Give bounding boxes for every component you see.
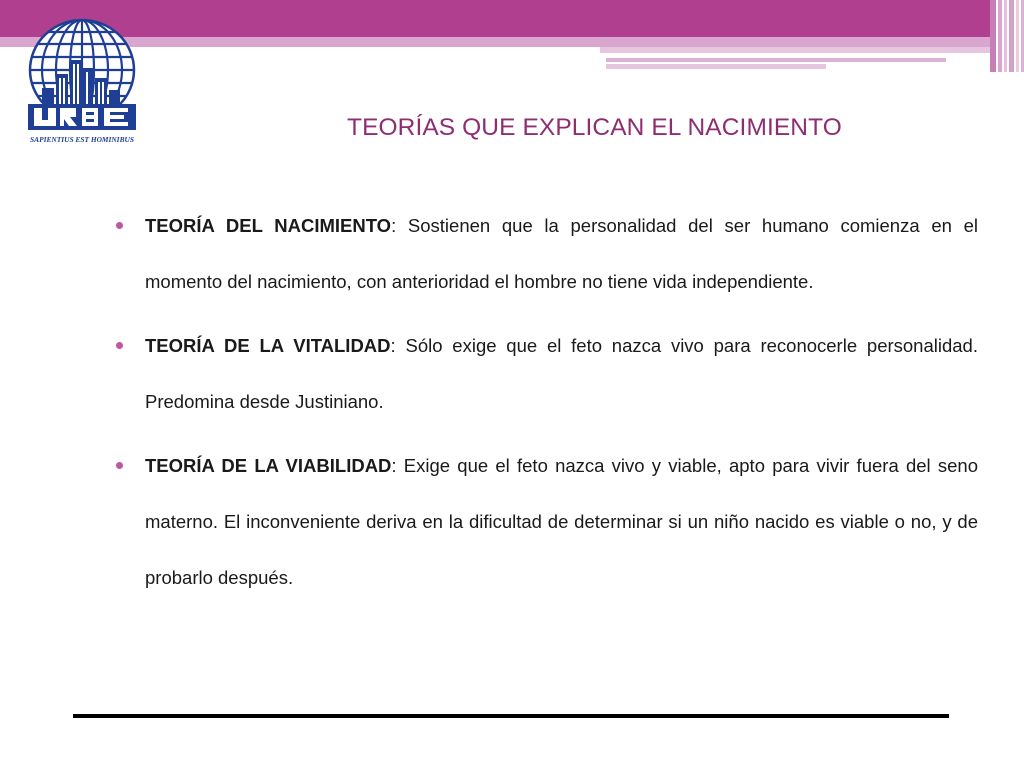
bullet-item: [116, 438, 978, 606]
bullet-term: TEORÍA DEL NACIMIENTO: [145, 215, 392, 236]
bullet-list: [116, 198, 978, 614]
globe-with-buildings-icon: [20, 18, 144, 148]
header-banner: [0, 0, 1024, 80]
banner-band-light-2: [600, 47, 990, 53]
bullet-term: TEORÍA DE LA VITALIDAD: [145, 335, 391, 356]
banner-band-light: [0, 37, 990, 47]
banner-stripe: [990, 0, 996, 72]
bullet-item: [116, 318, 978, 430]
banner-stripe: [1004, 0, 1007, 72]
urbe-logo: [20, 18, 144, 148]
bullet-icon: [116, 462, 123, 469]
slide-title: TEORÍAS QUE EXPLICAN EL NACIMIENTO: [347, 114, 842, 141]
footer-divider: [73, 714, 949, 718]
banner-stripe: [1009, 0, 1014, 72]
logo-lettering: [28, 104, 136, 130]
banner-band-light-4: [606, 64, 826, 69]
bullet-text: : Exige que el feto nazca vivo y viable, apto para vivir fuera del seno materno. El inconveniente deriva en la dificultad de determinar si un niño nacido es viable o no, y de probarlo después.: [145, 455, 978, 588]
bullet-icon: [116, 342, 123, 349]
bullet-item: [116, 198, 978, 310]
bullet-text: : Sostienen que la personalidad del ser humano comienza en el momento del nacimiento, con anterioridad el hombre no tiene vida independiente.: [145, 215, 978, 292]
banner-band-light-3: [606, 58, 946, 62]
banner-stripe: [1016, 0, 1019, 72]
banner-band-main: [0, 0, 990, 37]
bullet-icon: [116, 222, 123, 229]
logo-motto: SAPIENTIUS EST HOMINIBUS: [30, 135, 134, 144]
banner-stripe: [998, 0, 1002, 72]
bullet-text: : Sólo exige que el feto nazca vivo para reconocerle personalidad. Predomina desde Justiniano.: [145, 335, 978, 412]
bullet-term: TEORÍA DE LA VIABILIDAD: [145, 455, 392, 476]
